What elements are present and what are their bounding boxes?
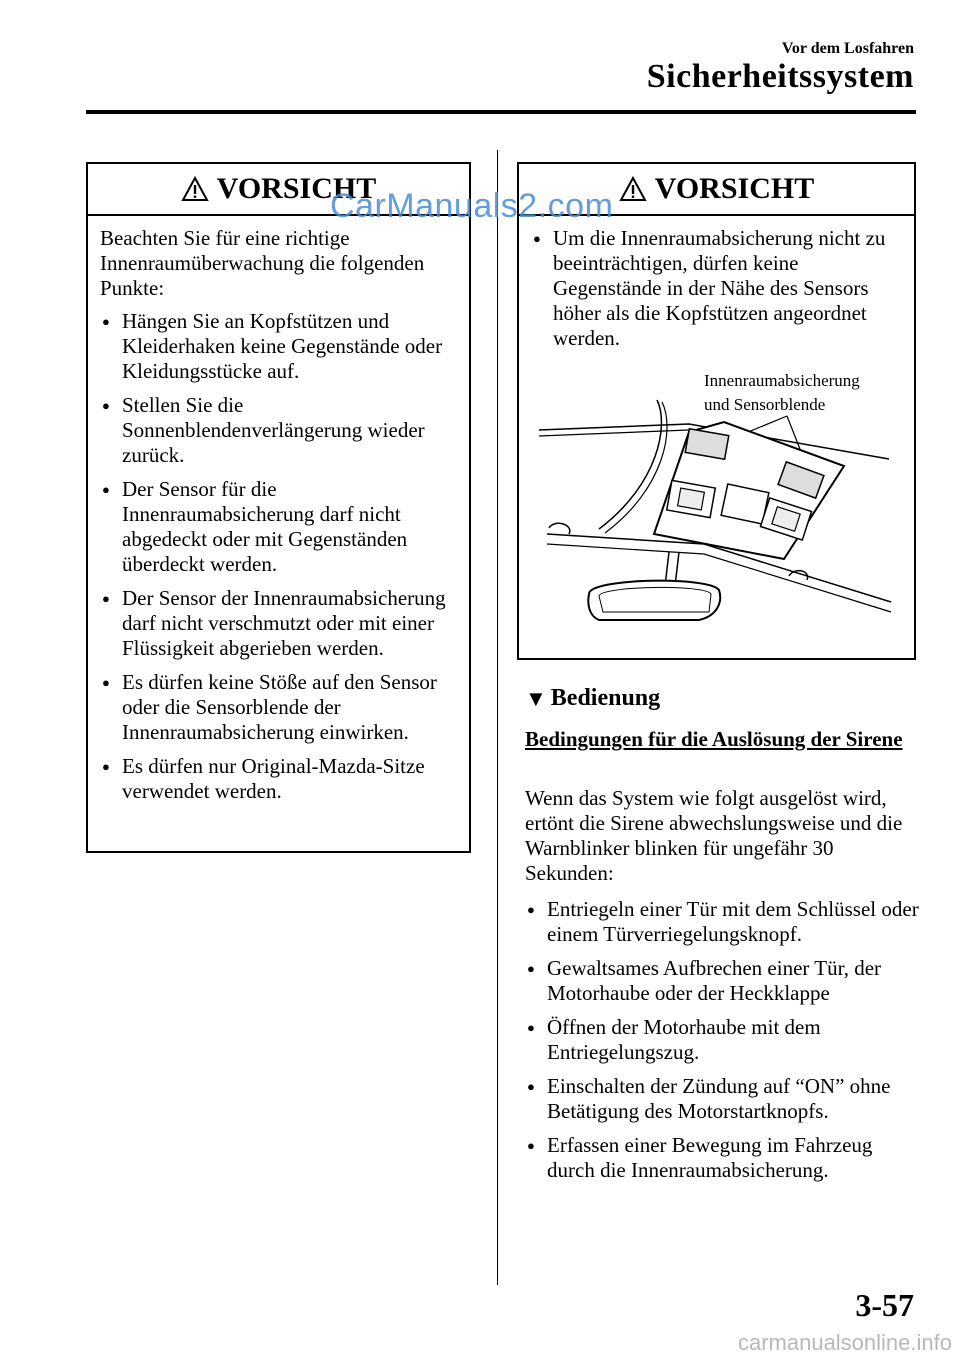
- list-item: ● Entriegeln einer Tür mit dem Schlüssel oder einem Türverriegelungsknopf.: [525, 897, 920, 947]
- list-item: ● Es dürfen nur Original-Mazda-Sitze verwendet werden.: [100, 754, 457, 804]
- caution-title: VORSICHT: [654, 172, 815, 205]
- caution-title: VORSICHT: [216, 172, 377, 205]
- warning-icon: [181, 176, 209, 202]
- warning-icon: [619, 176, 647, 202]
- list-item: ● Gewaltsames Aufbrechen einer Tür, der Motorhaube oder der Heckklappe: [525, 956, 920, 1006]
- caution-intro: Beachten Sie für eine richtige Innenraumüberwachung die folgenden Punkte:: [100, 226, 425, 300]
- list-item: ● Der Sensor für die Innenraumabsicherung darf nicht abgedeckt oder mit Gegenständen überdeckt werden.: [100, 477, 457, 577]
- page-title: Sicherheitssystem: [646, 58, 914, 95]
- list-item: ● Hängen Sie an Kopfstützen und Kleiderhaken keine Gegenstände oder Kleidungsstücke auf.: [100, 309, 457, 384]
- list-item: ● Der Sensor der Innenraumabsicherung darf nicht verschmutzt oder mit einer Flüssigkeit abgerieben werden.: [100, 586, 457, 661]
- watermark: CarManuals2.com: [330, 187, 614, 225]
- column-divider: [497, 150, 498, 1285]
- subheading: Bedingungen für die Auslösung der Sirene: [525, 727, 903, 751]
- list-item: ● Öffnen der Motorhaube mit dem Entriegelungszug.: [525, 1015, 920, 1065]
- figure-label-line2: und Sensorblende: [704, 395, 826, 414]
- section-heading: [525, 685, 660, 712]
- list-item: ● Erfassen einer Bewegung im Fahrzeug durch die Innenraumabsicherung.: [525, 1133, 920, 1183]
- page-number: 3-57: [855, 1287, 914, 1323]
- figure-label-line1: Innenraumabsicherung: [704, 371, 860, 390]
- list-item: ● Einschalten der Zündung auf “ON” ohne Betätigung des Motorstartknopfs.: [525, 1074, 920, 1124]
- overhead-console-illustration: [519, 364, 914, 656]
- caution-body: [88, 216, 469, 821]
- list-item: ● Es dürfen keine Stöße auf den Sensor oder die Sensorblende der Innenraumabsicherung einwirken.: [100, 670, 457, 745]
- caution-body: [519, 216, 914, 368]
- header-subtitle: Vor dem Losfahren: [781, 40, 914, 57]
- caution-list: [100, 309, 457, 804]
- caution-box-left: [86, 162, 471, 853]
- caution-list: [531, 226, 902, 351]
- trigger-list: [525, 897, 920, 1192]
- section-heading-text: Bedienung: [550, 685, 661, 711]
- body-paragraph: Wenn das System wie folgt ausgelöst wird, ertönt die Sirene abwechslungsweise und die Warnblinker blinken für ungefähr 30 Sekunden:: [525, 786, 903, 885]
- footer-site: carmanualsonline.info: [737, 1330, 952, 1355]
- list-item: ● Um die Innenraumabsicherung nicht zu beeinträchtigen, dürfen keine Gegenstände in der Nähe des Sensors höher als die Kopfstützen angeordnet werden.: [531, 226, 902, 351]
- triangle-bullet-icon: ▼: [525, 685, 547, 711]
- list-item: ● Stellen Sie die Sonnenblendenverlängerung wieder zurück.: [100, 393, 457, 468]
- caution-box-right: [517, 162, 916, 660]
- header-rule: [86, 110, 916, 114]
